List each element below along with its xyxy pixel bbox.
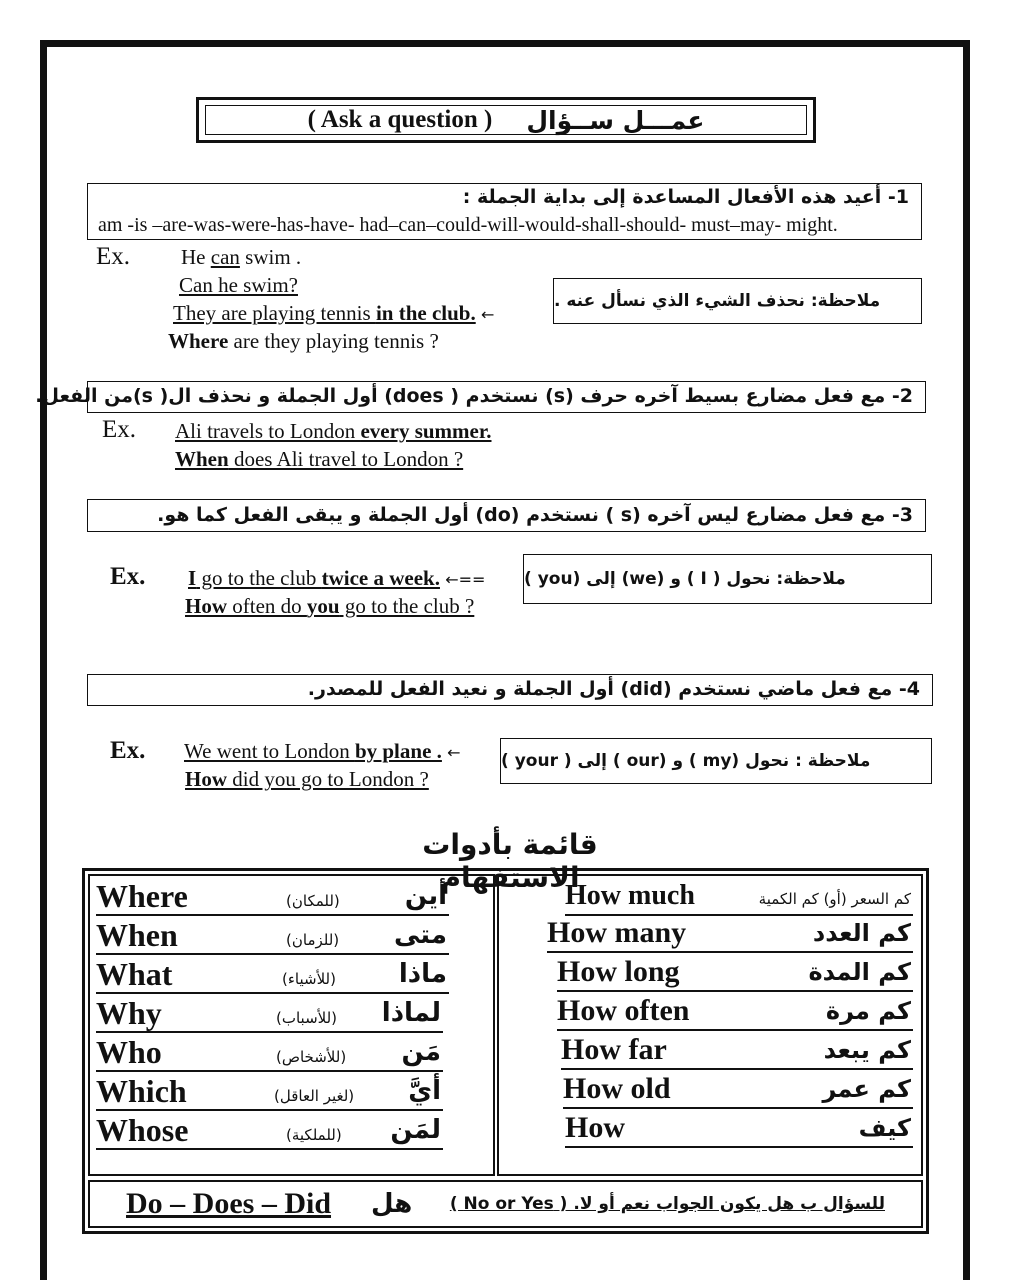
page-frame-right [963,40,970,1280]
title-english: ( Ask a question ) [307,106,493,133]
rule4-example-line1: We went to London by plane . ← [184,739,461,763]
do-does-did-note: للسؤال ب هل يكون الجواب نعم أو لا. ( No or Yes ) [449,1194,885,1214]
page-frame-left [40,40,47,1280]
rule3-example-line1: I go to the club twice a week. ←== [188,566,486,590]
rule2-ex-label: Ex. [102,416,137,443]
rule3-text: 3- مع فعل مضارع ليس آخره (s ) نستخدم (do) أول الجملة و يبقى الفعل كما هو. [157,504,913,526]
question-word-row: How often كم مرة [557,993,913,1031]
rule3-box [87,499,926,532]
question-word-row: How كيف [565,1110,913,1148]
rule4-text: 4- مع فعل ماضي نستخدم (did) أول الجملة و نعيد الفعل للمصدر. [307,678,920,700]
question-word-row: How old كم عمر [563,1071,913,1109]
rule2-box [35,381,926,413]
rule4-ex-label: Ex. [110,737,146,764]
question-word-row: How long كم المدة [557,954,913,992]
do-does-did-label: Do – Does – Did [126,1187,332,1220]
rule1-example-line2: Can he swim? [179,273,298,297]
auxiliary-verbs-list: am -is –are-was-were-has-have- had–can–could-will-would-shall-should- must–may- might. [98,214,838,236]
question-words-left-column [88,874,495,1176]
rule3-note-box: ملاحظة: نحول ( I ) و (we) إلى (you ) [523,554,932,604]
rule2-example-line2: When does Ali travel to London ? [175,447,464,471]
rule1-example-line3: They are playing tennis in the club. ← [173,301,495,325]
do-does-did-bar [88,1180,923,1228]
question-word-row: How far كم يبعد [561,1032,913,1070]
rule2-example-line1: Ali travels to London every summer. [175,419,492,443]
rule4-example-line2: How did you go to London ? [185,767,429,791]
question-word-row: Where (للمكان) أين [96,878,447,914]
question-word-row: Why (للأسباب) لماذا [96,995,441,1031]
do-does-did-arabic: هل [371,1189,413,1219]
rule2-text: 2- مع فعل مضارع بسيط آخره حرف (s) نستخدم ( does) أول الجملة و نحذف ال( s)من الفعل. [35,385,913,407]
title-box [196,97,816,143]
question-word-row: Whose (للملكية) لمَن [96,1112,441,1148]
rule4-note-box: ملاحظة : نحول (my ) و (our ) إلى ( your ) [500,738,932,784]
question-words-right-column [497,874,923,1176]
question-word-row: Which (لغير العاقل) أيَّ [96,1073,441,1109]
page-frame-top [40,40,970,47]
rule1-text: 1- أعيد هذه الأفعال المساعدة إلى بداية الجملة : [462,186,909,208]
rule1-example-line1: He can swim . [181,245,302,269]
rule1-ex-label: Ex. [96,243,131,270]
title-inner [205,105,807,135]
rule1-box [87,183,922,240]
rule4-box [87,674,933,706]
title-arabic: عمـــل ســؤال [526,105,705,135]
question-word-row: How much كم السعر (أو) كم الكمية [565,878,913,916]
question-words-title: قائمة بأدوات الاستفهام [422,828,598,894]
question-word-row: What (للأشياء) ماذا [96,956,447,992]
question-word-row: How many كم العدد [547,915,913,953]
rule1-example-line4: Where are they playing tennis ? [168,329,439,353]
rule1-note-box: ملاحظة: نحذف الشيء الذي نسأل عنه . [553,278,922,324]
question-word-row: Who (للأشخاص) مَن [96,1034,441,1070]
rule3-example-line2: How often do you go to the club ? [185,594,475,618]
question-word-row: When (للزمان) متى [96,917,447,953]
rule3-ex-label: Ex. [110,563,146,590]
